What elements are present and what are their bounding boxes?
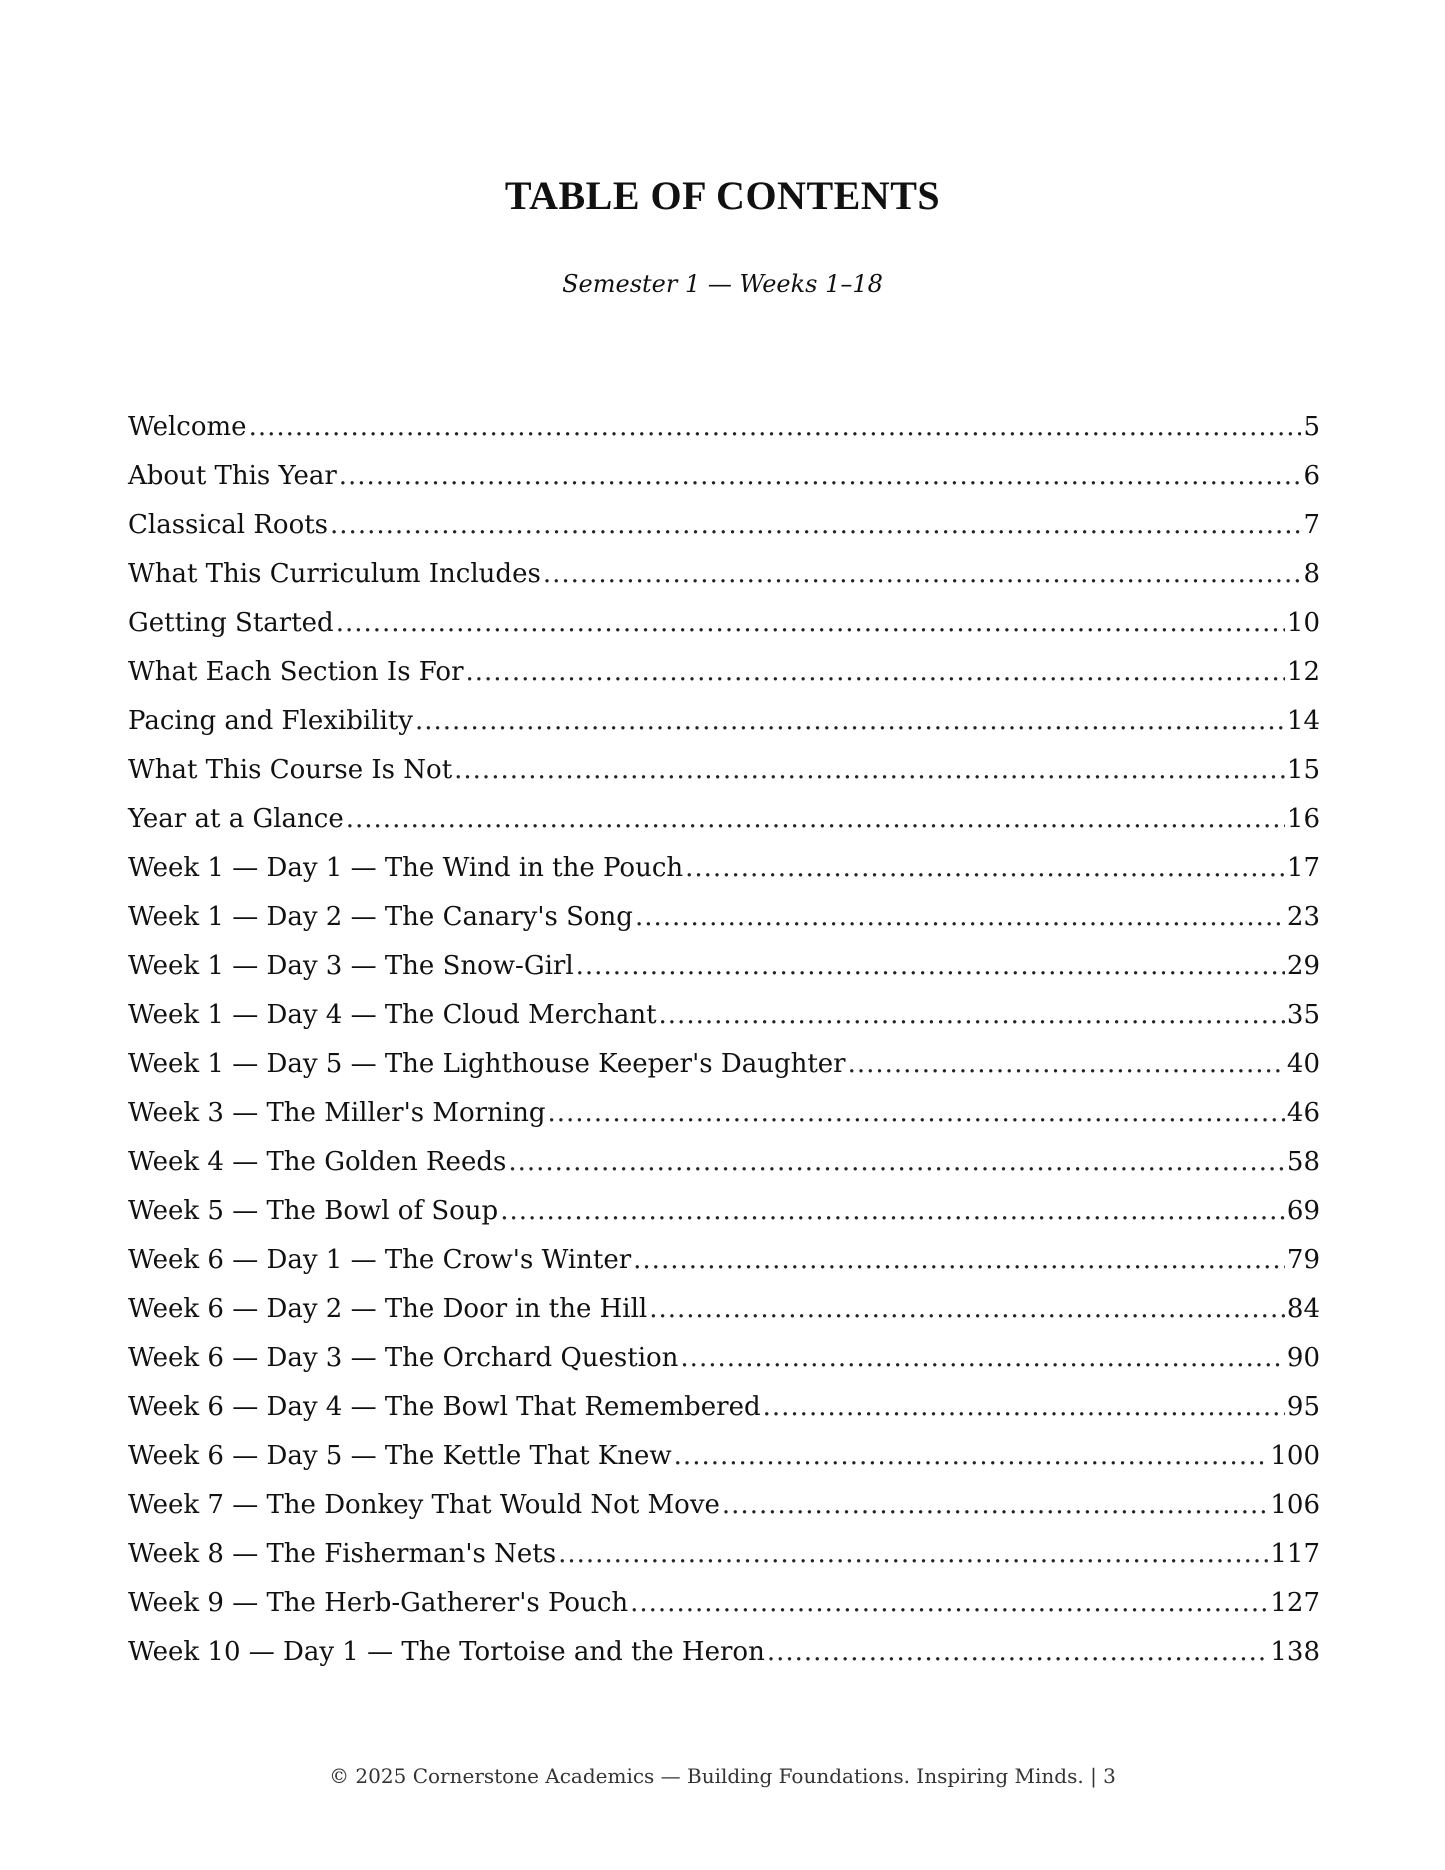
toc-entry-title: Week 8 — The Fisherman's Nets — [128, 1539, 557, 1569]
toc-entry-page-number: 79 — [1286, 1245, 1320, 1275]
toc-entry-title: Week 1 — Day 1 — The Wind in the Pouch — [128, 853, 684, 883]
toc-entry[interactable] — [128, 452, 1320, 501]
toc-entry-page-number: 95 — [1286, 1392, 1320, 1422]
toc-entry-title: Classical Roots — [128, 510, 329, 540]
toc-entry-title: What This Course Is Not — [128, 755, 453, 785]
toc-entry-title: About This Year — [128, 461, 337, 491]
toc-entry[interactable] — [128, 599, 1320, 648]
toc-dot-leader — [848, 1040, 1285, 1089]
toc-entry-page-number: 8 — [1303, 559, 1320, 589]
toc-entry-title: Week 1 — Day 2 — The Canary's Song — [128, 902, 633, 932]
toc-entry-page-number: 6 — [1303, 461, 1320, 491]
toc-entry-title: Getting Started — [128, 608, 334, 638]
toc-dot-leader — [680, 1334, 1284, 1383]
toc-entry-page-number: 69 — [1286, 1196, 1320, 1226]
toc-dot-leader — [633, 1236, 1285, 1285]
toc-entry[interactable] — [128, 746, 1320, 795]
toc-entry[interactable] — [128, 942, 1320, 991]
toc-entry[interactable] — [128, 795, 1320, 844]
toc-entry[interactable] — [128, 991, 1320, 1040]
toc-entry-page-number: 7 — [1303, 510, 1320, 540]
toc-entry-title: Year at a Glance — [128, 804, 344, 834]
toc-dot-leader — [508, 1138, 1285, 1187]
toc-entry-title: Week 10 — Day 1 — The Tortoise and the Heron — [128, 1637, 765, 1667]
toc-entry-page-number: 117 — [1270, 1539, 1320, 1569]
toc-dot-leader — [336, 599, 1285, 648]
toc-entry[interactable] — [128, 1530, 1320, 1579]
toc-dot-leader — [558, 1530, 1268, 1579]
toc-entry-title: Week 3 — The Miller's Morning — [128, 1098, 546, 1128]
toc-entry-page-number: 40 — [1286, 1049, 1320, 1079]
toc-entry-title: Week 6 — Day 3 — The Orchard Question — [128, 1343, 679, 1373]
toc-dot-leader — [674, 1432, 1269, 1481]
toc-entry-page-number: 16 — [1286, 804, 1320, 834]
toc-entry-page-number: 35 — [1286, 1000, 1320, 1030]
toc-dot-leader — [543, 550, 1302, 599]
toc-entry[interactable] — [128, 893, 1320, 942]
toc-dot-leader — [415, 697, 1285, 746]
toc-entry[interactable] — [128, 844, 1320, 893]
toc-entry[interactable] — [128, 648, 1320, 697]
toc-entry[interactable] — [128, 697, 1320, 746]
toc-entry-title: Week 9 — The Herb-Gatherer's Pouch — [128, 1588, 629, 1618]
page-title: TABLE OF CONTENTS — [504, 173, 941, 218]
page-footer: © 2025 Cornerstone Academics — Building Foundations. Inspiring Minds. | 3 — [329, 1764, 1116, 1788]
toc-entry[interactable] — [128, 1579, 1320, 1628]
toc-dot-leader — [548, 1089, 1285, 1138]
table-of-contents — [128, 403, 1320, 1677]
toc-entry[interactable] — [128, 1040, 1320, 1089]
toc-entry-page-number: 23 — [1286, 902, 1320, 932]
toc-entry-page-number: 46 — [1286, 1098, 1320, 1128]
toc-entry[interactable] — [128, 1481, 1320, 1530]
toc-entry-title: Week 1 — Day 4 — The Cloud Merchant — [128, 1000, 657, 1030]
toc-entry[interactable] — [128, 1236, 1320, 1285]
toc-dot-leader — [630, 1579, 1268, 1628]
toc-entry-title: Week 5 — The Bowl of Soup — [128, 1196, 499, 1226]
toc-entry[interactable] — [128, 501, 1320, 550]
toc-entry-page-number: 84 — [1286, 1294, 1320, 1324]
toc-entry-title: Week 1 — Day 3 — The Snow-Girl — [128, 951, 574, 981]
toc-dot-leader — [346, 795, 1285, 844]
toc-entry-page-number: 14 — [1286, 706, 1320, 736]
toc-entry-page-number: 127 — [1270, 1588, 1320, 1618]
toc-entry-page-number: 12 — [1286, 657, 1320, 687]
toc-entry[interactable] — [128, 403, 1320, 452]
toc-dot-leader — [722, 1481, 1268, 1530]
toc-entry-title: Pacing and Flexibility — [128, 706, 413, 736]
toc-entry-page-number: 17 — [1286, 853, 1320, 883]
toc-entry-page-number: 15 — [1286, 755, 1320, 785]
toc-entry[interactable] — [128, 550, 1320, 599]
toc-dot-leader — [763, 1383, 1285, 1432]
toc-dot-leader — [635, 893, 1285, 942]
toc-dot-leader — [330, 501, 1301, 550]
toc-entry[interactable] — [128, 1628, 1320, 1677]
toc-dot-leader — [339, 452, 1302, 501]
toc-entry[interactable] — [128, 1089, 1320, 1138]
toc-entry-page-number: 5 — [1303, 412, 1320, 442]
toc-entry-title: Week 1 — Day 5 — The Lighthouse Keeper's Daughter — [128, 1049, 846, 1079]
toc-entry-title: What This Curriculum Includes — [128, 559, 541, 589]
toc-dot-leader — [500, 1187, 1285, 1236]
toc-entry[interactable] — [128, 1187, 1320, 1236]
toc-entry[interactable] — [128, 1432, 1320, 1481]
toc-entry-page-number: 106 — [1270, 1490, 1320, 1520]
toc-entry-page-number: 90 — [1286, 1343, 1320, 1373]
toc-entry-page-number: 10 — [1286, 608, 1320, 638]
page-subtitle: Semester 1 — Weeks 1–18 — [562, 270, 883, 298]
toc-dot-leader — [649, 1285, 1285, 1334]
toc-dot-leader — [685, 844, 1285, 893]
toc-entry[interactable] — [128, 1138, 1320, 1187]
toc-entry-title: What Each Section Is For — [128, 657, 464, 687]
toc-entry[interactable] — [128, 1334, 1320, 1383]
toc-entry-page-number: 138 — [1270, 1637, 1320, 1667]
toc-dot-leader — [249, 403, 1302, 452]
toc-entry-title: Welcome — [128, 412, 247, 442]
toc-entry-title: Week 7 — The Donkey That Would Not Move — [128, 1490, 720, 1520]
toc-dot-leader — [576, 942, 1285, 991]
toc-entry-title: Week 4 — The Golden Reeds — [128, 1147, 507, 1177]
toc-dot-leader — [659, 991, 1285, 1040]
toc-entry-title: Week 6 — Day 4 — The Bowl That Remembered — [128, 1392, 761, 1422]
toc-entry-page-number: 29 — [1286, 951, 1320, 981]
toc-entry[interactable] — [128, 1285, 1320, 1334]
toc-dot-leader — [454, 746, 1285, 795]
toc-entry-title: Week 6 — Day 5 — The Kettle That Knew — [128, 1441, 672, 1471]
toc-entry-title: Week 6 — Day 1 — The Crow's Winter — [128, 1245, 632, 1275]
toc-dot-leader — [466, 648, 1285, 697]
toc-entry[interactable] — [128, 1383, 1320, 1432]
toc-dot-leader — [767, 1628, 1269, 1677]
toc-entry-page-number: 58 — [1286, 1147, 1320, 1177]
toc-entry-title: Week 6 — Day 2 — The Door in the Hill — [128, 1294, 648, 1324]
toc-entry-page-number: 100 — [1270, 1441, 1320, 1471]
